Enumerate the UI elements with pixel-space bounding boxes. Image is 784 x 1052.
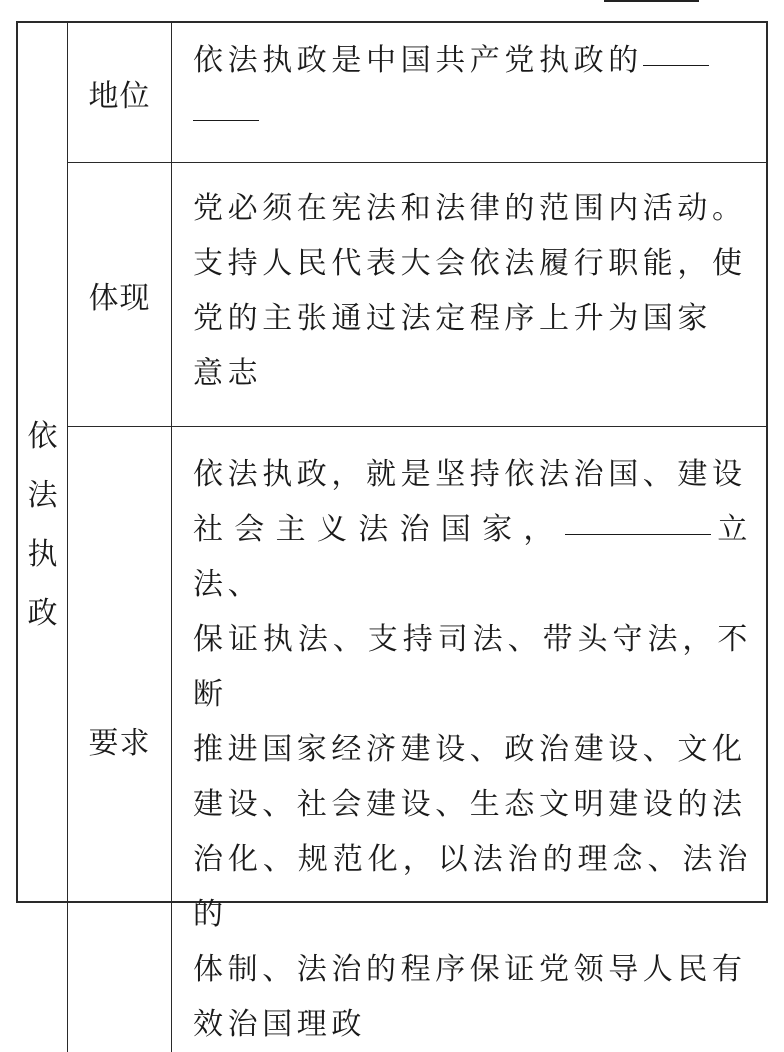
main-heading-cell: [18, 23, 68, 1052]
fill-blank-continued: [193, 120, 259, 121]
fill-blank: [643, 65, 709, 66]
row-content-status: [172, 23, 766, 163]
row-content-requirement: [172, 427, 766, 1052]
text-line: 建设、社会建设、生态文明建设的法: [193, 787, 747, 822]
text-segment: 社会主义法治国家，: [193, 512, 565, 547]
text-line-with-blank: [193, 502, 752, 612]
text-line: 保证执法、支持司法、带头守法，不断: [193, 622, 752, 712]
text-line: 推进国家经济建设、政治建设、文化: [193, 732, 747, 767]
text-line: 效治国理政: [193, 1007, 366, 1042]
rule-of-law-table: [16, 21, 768, 1042]
status-text: 依法执政是中国共产党执政的: [193, 43, 643, 78]
row-content-manifestation: [172, 163, 766, 427]
main-heading: 依法执政: [27, 418, 58, 631]
row-heading-status: 地位: [68, 23, 172, 163]
row-heading-requirement: 要求: [68, 427, 172, 1052]
text-line: 体制、法治的程序保证党领导人民有: [193, 952, 747, 987]
text-line: 治化、规范化，以法治的理念、法治的: [193, 842, 752, 932]
text-segment: 立法、: [193, 512, 752, 602]
text-line: 党的主张通过法定程序上升为国家: [193, 301, 712, 336]
text-line: 支持人民代表大会依法履行职能，使: [193, 246, 747, 281]
row-heading-manifestation: 体现: [68, 163, 172, 427]
text-line: 依法执政，就是坚持依法治国、建设: [193, 457, 747, 492]
page-top-rule: [604, 0, 699, 5]
text-line: 党必须在宪法和法律的范围内活动。: [193, 191, 747, 226]
fill-blank: [565, 534, 711, 535]
text-line: 意志: [193, 356, 263, 391]
